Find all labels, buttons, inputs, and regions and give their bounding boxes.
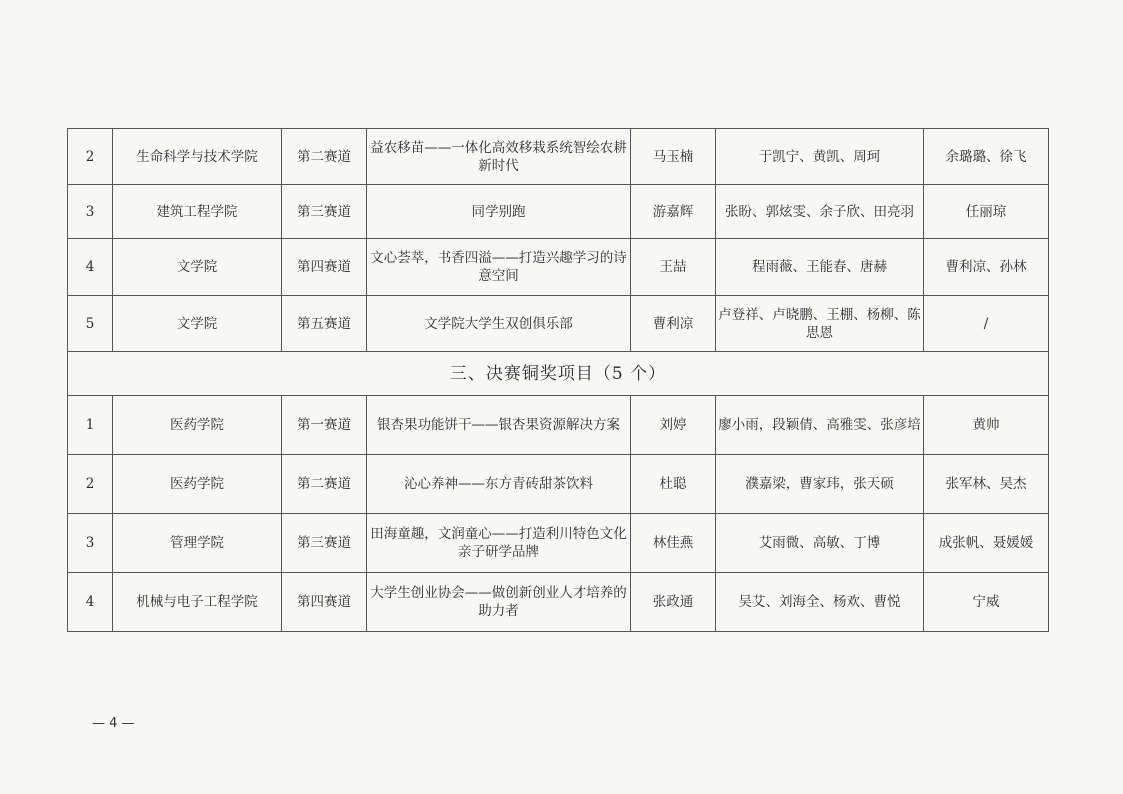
cell-project: 田海童趣，文润童心——打造利川特色文化亲子研学品牌 [367, 514, 631, 573]
cell-leader: 张政通 [631, 573, 716, 632]
cell-track: 第三赛道 [282, 514, 367, 573]
cell-advisor: 任丽琼 [924, 185, 1049, 239]
cell-leader: 刘婷 [631, 396, 716, 455]
cell-no: 4 [68, 573, 113, 632]
cell-no: 3 [68, 185, 113, 239]
cell-project: 大学生创业协会——做创新创业人才培养的助力者 [367, 573, 631, 632]
cell-no: 5 [68, 296, 113, 352]
cell-members: 廖小雨，段颖倩、高雅雯、张彦培 [716, 396, 924, 455]
cell-project: 银杏果功能饼干——银杏果资源解决方案 [367, 396, 631, 455]
cell-project: 同学别跑 [367, 185, 631, 239]
cell-track: 第四赛道 [282, 239, 367, 296]
cell-project: 沁心养神——东方青砖甜茶饮料 [367, 455, 631, 514]
section-row [68, 352, 1049, 396]
section-title: 三、决赛铜奖项目（5 个） [68, 352, 1049, 396]
cell-track: 第四赛道 [282, 573, 367, 632]
awards-table [67, 128, 1049, 632]
cell-no: 4 [68, 239, 113, 296]
cell-college: 建筑工程学院 [113, 185, 282, 239]
cell-members: 张盼、郭炫雯、余子欣、田亮羽 [716, 185, 924, 239]
cell-members: 濮嘉梁，曹家玮，张天硕 [716, 455, 924, 514]
cell-leader: 游嘉辉 [631, 185, 716, 239]
cell-advisor: 宁威 [924, 573, 1049, 632]
cell-members: 卢登祥、卢晓鹏、王棚、杨柳、陈思恩 [716, 296, 924, 352]
cell-college: 机械与电子工程学院 [113, 573, 282, 632]
cell-members: 吴艾、刘海全、杨欢、曹悦 [716, 573, 924, 632]
table-row [68, 129, 1049, 185]
cell-advisor: 余璐璐、徐飞 [924, 129, 1049, 185]
cell-no: 2 [68, 455, 113, 514]
table-row [68, 296, 1049, 352]
cell-college: 医药学院 [113, 396, 282, 455]
table-row [68, 514, 1049, 573]
cell-project: 益农移苗——一体化高效移栽系统智绘农耕新时代 [367, 129, 631, 185]
cell-leader: 马玉楠 [631, 129, 716, 185]
cell-leader: 曹利凉 [631, 296, 716, 352]
cell-no: 1 [68, 396, 113, 455]
cell-track: 第三赛道 [282, 185, 367, 239]
cell-members: 于凯宁、黄凯、周珂 [716, 129, 924, 185]
cell-advisor: 成张帆、聂媛媛 [924, 514, 1049, 573]
table-row [68, 455, 1049, 514]
cell-college: 管理学院 [113, 514, 282, 573]
cell-track: 第二赛道 [282, 455, 367, 514]
cell-college: 文学院 [113, 296, 282, 352]
table-row [68, 185, 1049, 239]
cell-college: 医药学院 [113, 455, 282, 514]
cell-project: 文心荟萃，书香四溢——打造兴趣学习的诗意空间 [367, 239, 631, 296]
cell-track: 第五赛道 [282, 296, 367, 352]
page-number: — 4 — [92, 716, 135, 731]
cell-leader: 王喆 [631, 239, 716, 296]
cell-members: 艾雨微、高敏、丁博 [716, 514, 924, 573]
cell-advisor: 黄帅 [924, 396, 1049, 455]
cell-track: 第一赛道 [282, 396, 367, 455]
cell-no: 3 [68, 514, 113, 573]
cell-advisor: / [924, 296, 1049, 352]
cell-college: 生命科学与技术学院 [113, 129, 282, 185]
cell-project: 文学院大学生双创俱乐部 [367, 296, 631, 352]
cell-leader: 杜聪 [631, 455, 716, 514]
cell-track: 第二赛道 [282, 129, 367, 185]
cell-college: 文学院 [113, 239, 282, 296]
cell-advisor: 曹利凉、孙林 [924, 239, 1049, 296]
table-row [68, 573, 1049, 632]
table-row [68, 239, 1049, 296]
cell-advisor: 张军林、吴杰 [924, 455, 1049, 514]
cell-leader: 林佳燕 [631, 514, 716, 573]
cell-no: 2 [68, 129, 113, 185]
table-row [68, 396, 1049, 455]
cell-members: 程雨薇、王能春、唐赫 [716, 239, 924, 296]
